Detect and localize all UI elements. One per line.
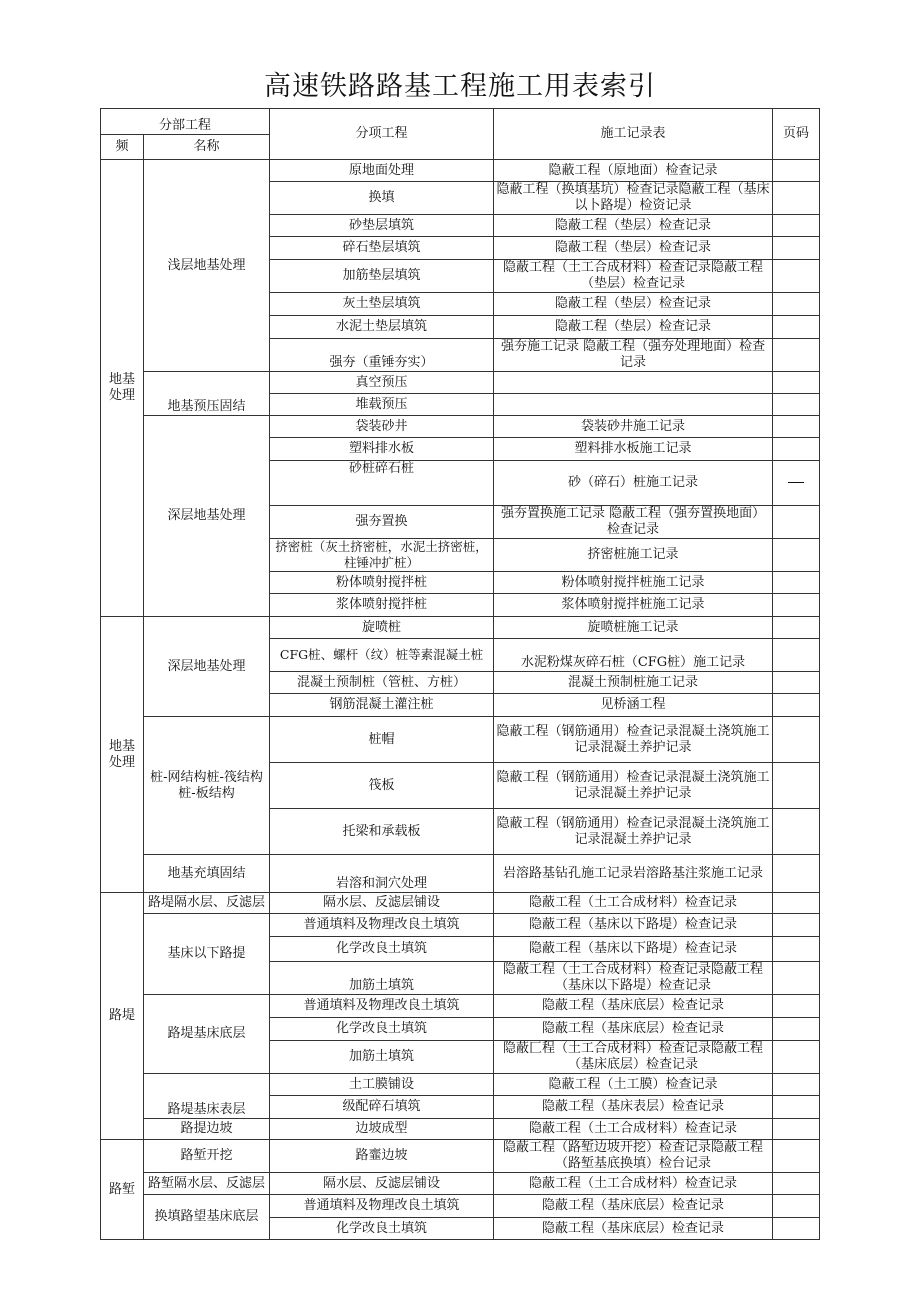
record-name: 隐蔽工程（基床底层）检查记录 <box>494 1195 773 1218</box>
table-row <box>101 995 820 1018</box>
table-row <box>101 717 820 763</box>
record-name: 挤密桩施工记录 <box>494 539 773 572</box>
page-number <box>773 937 820 962</box>
table-row <box>101 1074 820 1096</box>
page-number <box>773 215 820 237</box>
part-name: 地基充填固结 <box>144 855 270 893</box>
part-name: 路堤基床底层 <box>144 995 270 1074</box>
record-name: 隐蔽工程（钢筋通用）检查记录混凝土浇筑施工记录混凝土养护记录 <box>494 717 773 763</box>
page-number <box>773 763 820 809</box>
index-table <box>100 108 820 1240</box>
record-name: 隐蔽工程（垫层）检查记录 <box>494 215 773 237</box>
page-number <box>773 1140 820 1173</box>
item-name: CFG桩、螺杆（纹）桩等素混凝土桩 <box>270 639 494 672</box>
record-name: 旋喷桩施工记录 <box>494 617 773 639</box>
page-number <box>773 914 820 937</box>
record-name: 隐蔽工程（钢筋通用）检查记录混凝土浇筑施工记录混凝土养护记录 <box>494 763 773 809</box>
page-number <box>773 995 820 1018</box>
page-number <box>773 1074 820 1096</box>
record-name: 隐蔽工程（基床以下路堤）检查记录 <box>494 914 773 937</box>
item-name: 普通填料及物理改良土填筑 <box>270 1195 494 1218</box>
part-name: 桩-网结构桩-筏结构桩-板结构 <box>144 717 270 855</box>
item-name: 塑料排水板 <box>270 438 494 461</box>
table-row <box>101 1119 820 1140</box>
record-name: 粉体喷射搅拌桩施工记录 <box>494 572 773 594</box>
record-name: 见桥涵工程 <box>494 694 773 717</box>
group-diji-chuli-2: 地基处理 <box>101 617 144 893</box>
page-number <box>773 1119 820 1140</box>
page-number <box>773 160 820 182</box>
record-name: 砂（碎石）桩施工记录 <box>494 461 773 506</box>
part-name: 浅层地基处理 <box>144 160 270 372</box>
item-name: 普通填料及物理改良土填筑 <box>270 914 494 937</box>
page-number <box>773 1041 820 1074</box>
record-name: 隐蔽工程（土工合成材料）检查记录 <box>494 893 773 914</box>
part-name: 基床以下路提 <box>144 914 270 995</box>
record-name: 袋装砂井施工记录 <box>494 416 773 438</box>
table-row <box>101 893 820 914</box>
page-number <box>773 316 820 339</box>
record-name: 隐蔽工程（土工合成材料）检查记录隐蔽工程（基床以下路堤）检查记录 <box>494 962 773 995</box>
group-luqian: 路堑 <box>101 1140 144 1240</box>
record-name: 隐蔽工程（基床底层）检查记录 <box>494 995 773 1018</box>
item-name: 粉体喷射搅拌桩 <box>270 572 494 594</box>
item-name: 普通填料及物理改良土填筑 <box>270 995 494 1018</box>
page-number <box>773 182 820 215</box>
item-name: 强夯置换 <box>270 506 494 539</box>
item-name: 灰土垫层填筑 <box>270 293 494 316</box>
table-row <box>101 617 820 639</box>
page-title: 高速铁路路基工程施工用表索引 <box>264 71 656 102</box>
item-name: 浆体喷射搅拌桩 <box>270 594 494 617</box>
table-row <box>101 1140 820 1173</box>
record-name: 隐蔽工程（垫层）检查记录 <box>494 316 773 339</box>
header-fenxiang: 分项工程 <box>270 109 494 160</box>
part-name: 路堑隔水层、反滤层 <box>144 1173 270 1195</box>
item-name: 岩溶和洞穴处理 <box>270 855 494 893</box>
item-name: 加筋土填筑 <box>270 1041 494 1074</box>
table-row <box>101 160 820 182</box>
page-number <box>773 855 820 893</box>
record-name: 隐蔽工程（钢筋通用）检查记录混凝土浇筑施工记录混凝土养护记录 <box>494 809 773 855</box>
part-name: 路堑开挖 <box>144 1140 270 1173</box>
item-name: 加筋垫层填筑 <box>270 260 494 293</box>
record-name: 隐蔽工程（垫层）检查记录 <box>494 237 773 260</box>
group-luti: 路堤 <box>101 893 144 1140</box>
item-name: 碎石垫层填筑 <box>270 237 494 260</box>
page-number <box>773 572 820 594</box>
item-name: 桩帽 <box>270 717 494 763</box>
page-number <box>773 506 820 539</box>
page-number <box>773 339 820 372</box>
item-name: 土工膜铺设 <box>270 1074 494 1096</box>
record-name: 隐蔽工程（基床底层）检查记录 <box>494 1218 773 1240</box>
record-name: 隐蔽工程（基床表层）检查记录 <box>494 1096 773 1119</box>
page-number <box>773 594 820 617</box>
page-number <box>773 717 820 763</box>
record-name: 水泥粉煤灰碎石桩（CFG桩）施工记录 <box>494 639 773 672</box>
item-name: 边坡成型 <box>270 1119 494 1140</box>
table-row <box>101 1195 820 1218</box>
record-name: 塑料排水板施工记录 <box>494 438 773 461</box>
item-name: 化学改良土填筑 <box>270 1018 494 1041</box>
item-name: 隔水层、反滤层铺设 <box>270 893 494 914</box>
item-name: 级配碎石填筑 <box>270 1096 494 1119</box>
record-name: 混凝土预制桩施工记录 <box>494 672 773 694</box>
record-name: 隐蔽匚程（土工合成材料）检查记录隐蔽工程（基床底层）检查记录 <box>494 1041 773 1074</box>
record-name: 隐蔽工程（土工膜）检查记录 <box>494 1074 773 1096</box>
part-name: 深层地基处理 <box>144 617 270 717</box>
page-number <box>773 1173 820 1195</box>
group-diji-chuli-1: 地基处理 <box>101 160 144 617</box>
page-number <box>773 394 820 416</box>
record-name: 浆体喷射搅拌桩施工记录 <box>494 594 773 617</box>
item-name: 水泥土垫层填筑 <box>270 316 494 339</box>
record-name: 隐蔽工程（换填基坑）检查记录隐蔽工程（基床以卜路堤）检资记录 <box>494 182 773 215</box>
item-name: 砂垫层填筑 <box>270 215 494 237</box>
page-number <box>773 372 820 394</box>
header-fenbu: 分部工程 <box>101 109 270 135</box>
record-name: 岩溶路基钻孔施工记录岩溶路基注浆施工记录 <box>494 855 773 893</box>
item-name: 路韲边坡 <box>270 1140 494 1173</box>
item-name: 隔水层、反滤层铺设 <box>270 1173 494 1195</box>
item-name: 换填 <box>270 182 494 215</box>
record-name <box>494 372 773 394</box>
record-name: 隐蔽工程（基床底层）检查记录 <box>494 1018 773 1041</box>
table-row <box>101 855 820 893</box>
page-number <box>773 1218 820 1240</box>
header-lei: 频 <box>101 135 144 160</box>
item-name: 原地面处理 <box>270 160 494 182</box>
item-name: 筏板 <box>270 763 494 809</box>
page-number <box>773 260 820 293</box>
page-number <box>773 1195 820 1218</box>
part-name: 路堤隔水层、反滤层 <box>144 893 270 914</box>
part-name: 地基预压固结 <box>144 372 270 416</box>
page-number <box>773 617 820 639</box>
record-name: 隐蔽工程（土工合成材料）检查记录 <box>494 1173 773 1195</box>
part-name: 路堤基床表层 <box>144 1074 270 1119</box>
page-number <box>773 893 820 914</box>
page-number <box>773 962 820 995</box>
record-name: 隐蔽工程（原地面）检查记录 <box>494 160 773 182</box>
item-name: 钢筋混凝土灌注桩 <box>270 694 494 717</box>
table-row <box>101 914 820 937</box>
record-name: 隐蔽工程（土工合成材料）检查记录 <box>494 1119 773 1140</box>
dash-mark <box>788 482 804 483</box>
page-number <box>773 293 820 316</box>
header-jilubiao: 施工记录表 <box>494 109 773 160</box>
record-name: 强夯置换施工记录 隐蔽工程（强夯置换地面）检查记录 <box>494 506 773 539</box>
item-name: 混凝土预制桩（管桩、方桩） <box>270 672 494 694</box>
page-number <box>773 1096 820 1119</box>
part-name: 路提边坡 <box>144 1119 270 1140</box>
record-name: 强夯施工记录 隐蔽工程（强夯处理地面）检查记录 <box>494 339 773 372</box>
page-number <box>773 539 820 572</box>
record-name: 隐蔽工程（路堑边坡开挖）检查记录隐蔽工程（路堑基底换填）检台记录 <box>494 1140 773 1173</box>
page-number <box>773 237 820 260</box>
table-row <box>101 372 820 394</box>
page-number <box>773 461 820 506</box>
item-name: 强夯（重锤夯实） <box>270 339 494 372</box>
header-mingcheng: 名称 <box>144 135 270 160</box>
item-name: 化学改良土填筑 <box>270 937 494 962</box>
item-name: 堆载预压 <box>270 394 494 416</box>
part-name: 深层地基处理 <box>144 416 270 617</box>
page-number <box>773 438 820 461</box>
item-name: 托梁和承载板 <box>270 809 494 855</box>
item-name: 砂桩碎石桩 <box>270 461 494 506</box>
item-name: 旋喷桩 <box>270 617 494 639</box>
page-number <box>773 1018 820 1041</box>
page-number <box>773 694 820 717</box>
item-name: 袋装砂井 <box>270 416 494 438</box>
page-number <box>773 672 820 694</box>
record-name <box>494 394 773 416</box>
page-number <box>773 809 820 855</box>
part-name: 换填路望基床底层 <box>144 1195 270 1240</box>
item-name: 加筋土填筑 <box>270 962 494 995</box>
record-name: 隐蔽工程（垫层）检查记录 <box>494 293 773 316</box>
item-name: 挤密桩（灰土挤密桩，水泥土挤密桩，柱锤冲扩桩） <box>270 539 494 572</box>
header-yema: 页码 <box>773 109 820 160</box>
page-number <box>773 416 820 438</box>
item-name: 真空预压 <box>270 372 494 394</box>
item-name: 化学改良土填筑 <box>270 1218 494 1240</box>
record-name: 隐蔽工程（基床以下路堤）检查记录 <box>494 937 773 962</box>
page-number <box>773 639 820 672</box>
record-name: 隐蔽工程（土工合成材料）检查记录隐蔽工程（垫层）检查记录 <box>494 260 773 293</box>
table-row <box>101 416 820 438</box>
table-row <box>101 1173 820 1195</box>
